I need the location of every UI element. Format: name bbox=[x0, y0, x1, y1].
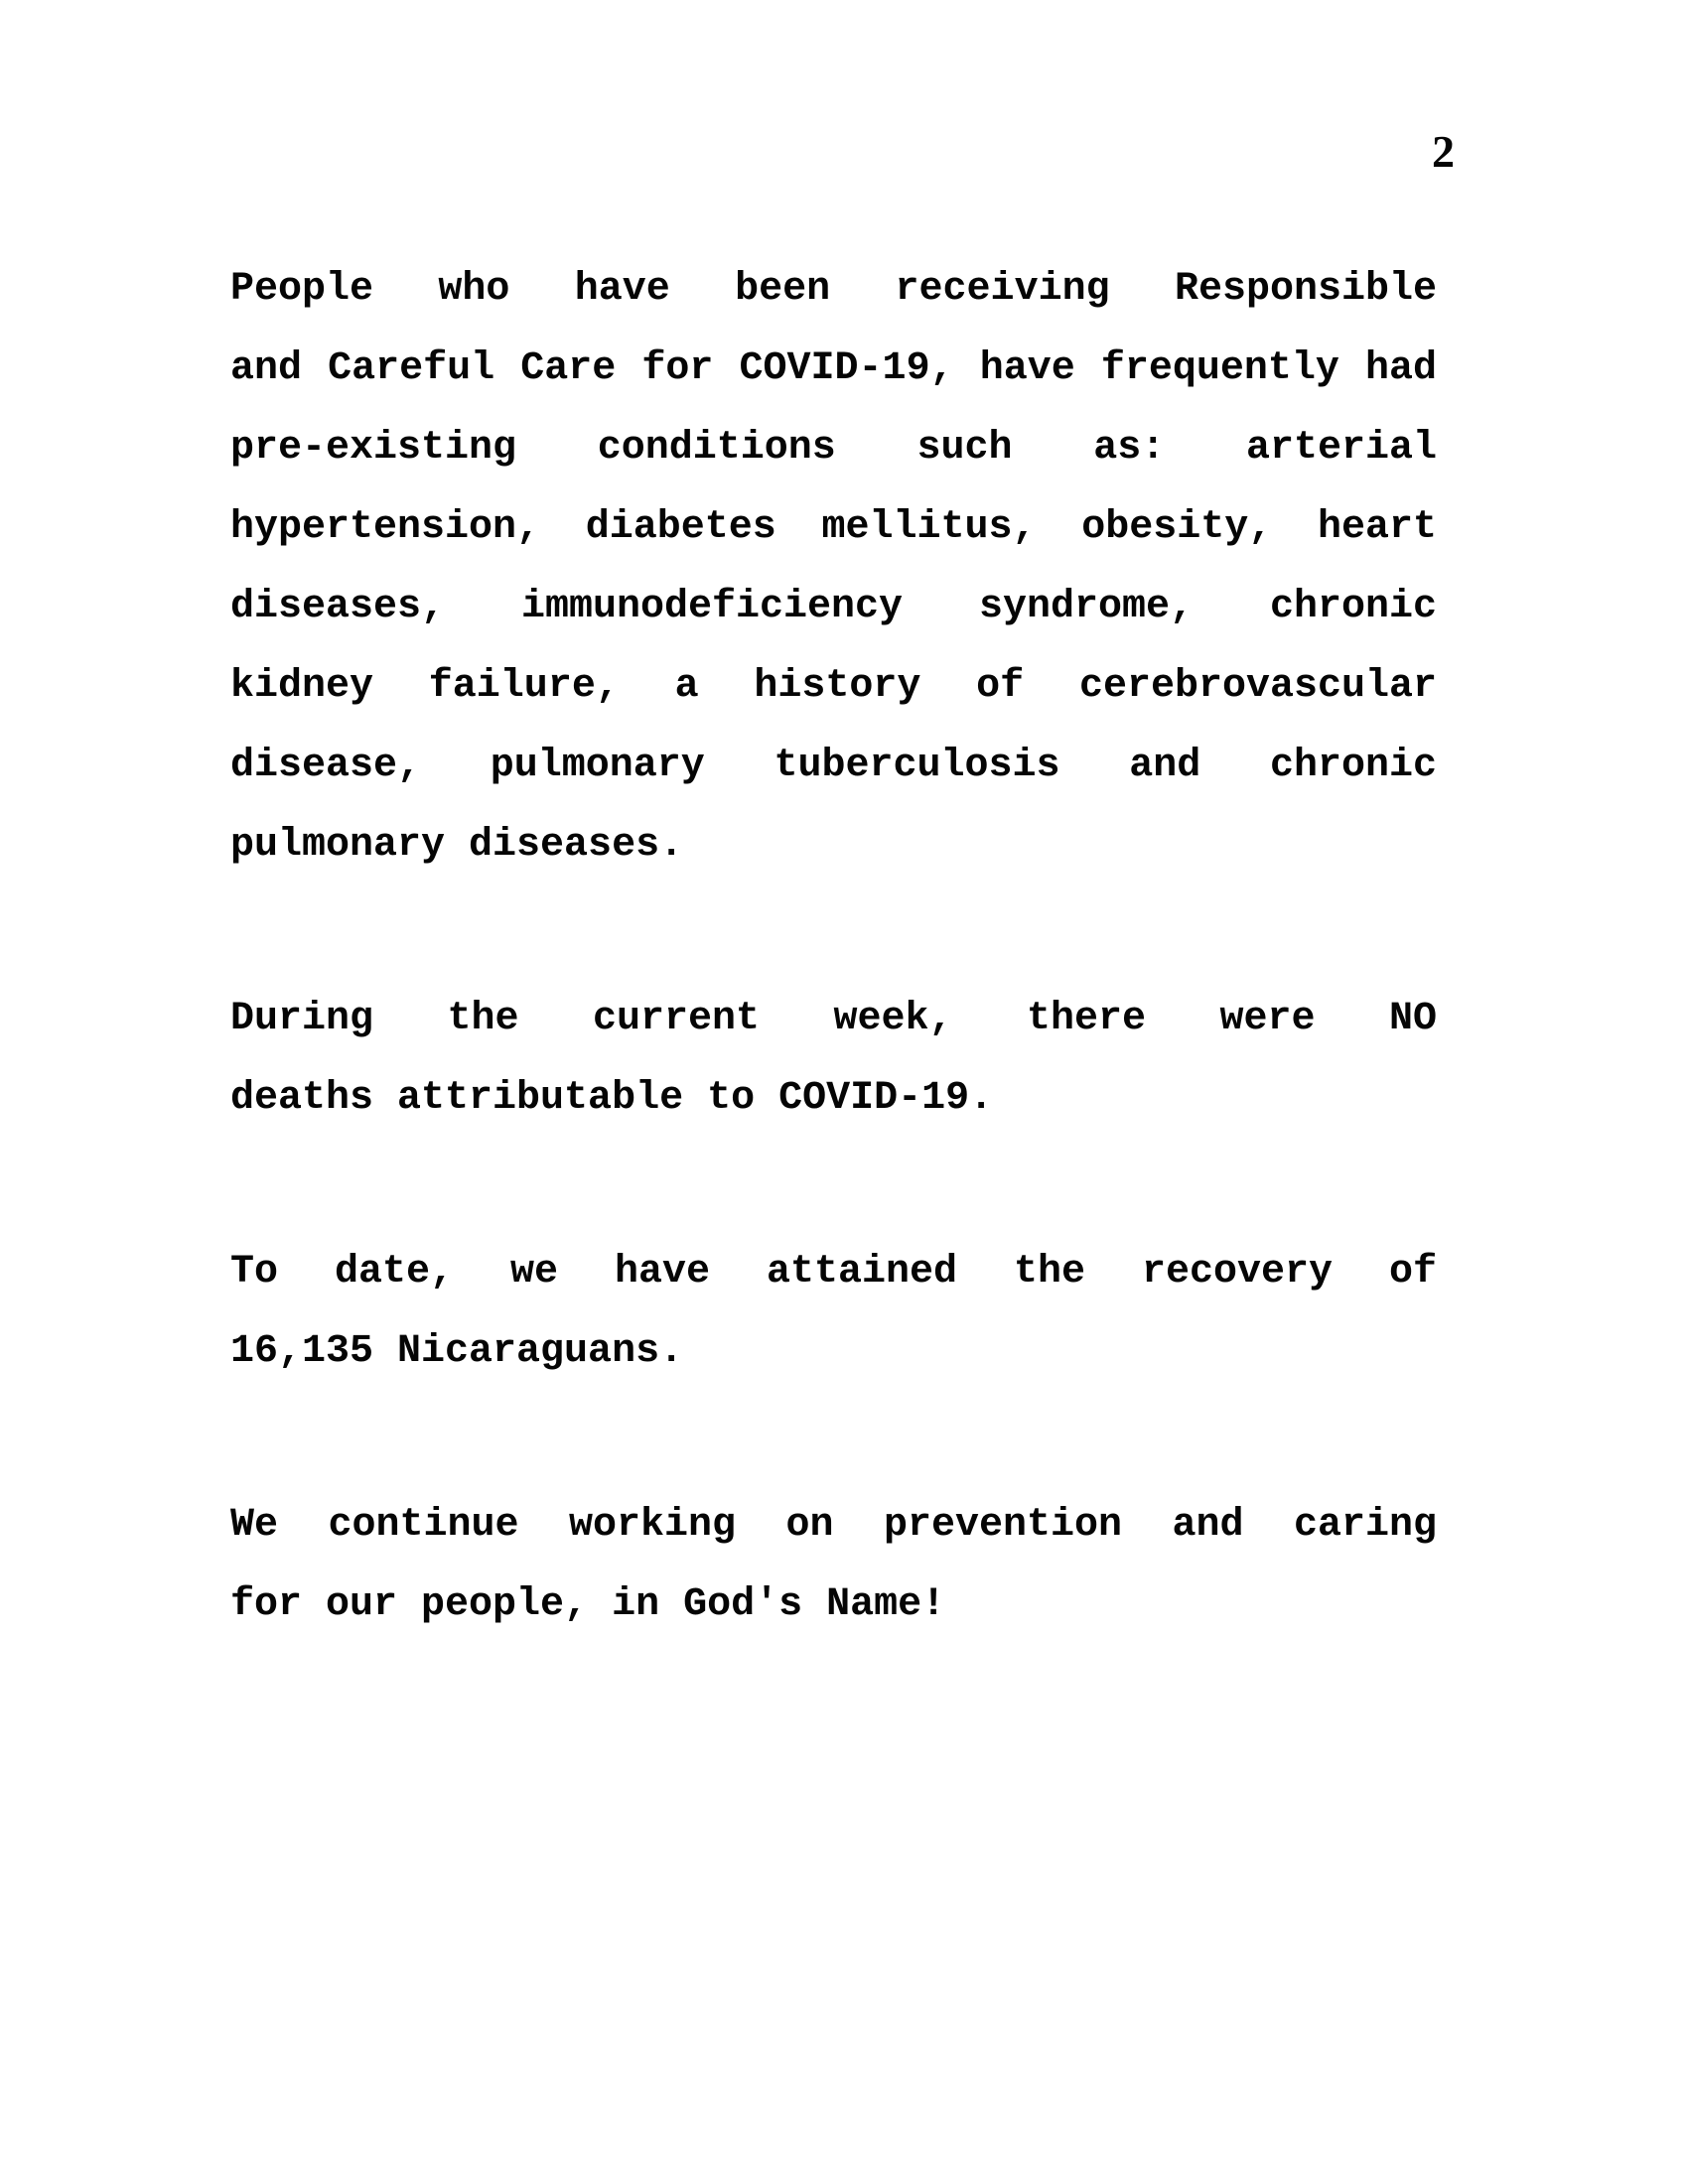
text-line: To date, we have attained the recovery of bbox=[230, 1250, 1437, 1295]
page-number: 2 bbox=[1432, 126, 1455, 177]
paragraph-preexisting-conditions bbox=[230, 250, 1437, 886]
text-line: We continue working on prevention and caring bbox=[230, 1503, 1437, 1548]
document-body bbox=[230, 250, 1437, 1739]
text-line: pulmonary diseases. bbox=[230, 823, 684, 868]
text-line: pre-existing conditions such as: arterial bbox=[230, 426, 1437, 471]
paragraph-no-deaths bbox=[230, 980, 1437, 1139]
text-line: deaths attributable to COVID-19. bbox=[230, 1076, 994, 1121]
text-line: for our people, in God's Name! bbox=[230, 1582, 946, 1627]
text-line: and Careful Care for COVID-19, have frequently had bbox=[230, 346, 1437, 391]
paragraph-recoveries bbox=[230, 1233, 1437, 1392]
text-line: diseases, immunodeficiency syndrome, chronic bbox=[230, 585, 1437, 629]
text-line: During the current week, there were NO bbox=[230, 997, 1437, 1041]
text-line: 16,135 Nicaraguans. bbox=[230, 1329, 684, 1374]
text-line: People who have been receiving Responsible bbox=[230, 267, 1437, 312]
text-line: kidney failure, a history of cerebrovascular bbox=[230, 664, 1437, 709]
paragraph-closing bbox=[230, 1486, 1437, 1645]
text-line: hypertension, diabetes mellitus, obesity, heart bbox=[230, 505, 1437, 550]
text-line: disease, pulmonary tuberculosis and chronic bbox=[230, 744, 1437, 788]
